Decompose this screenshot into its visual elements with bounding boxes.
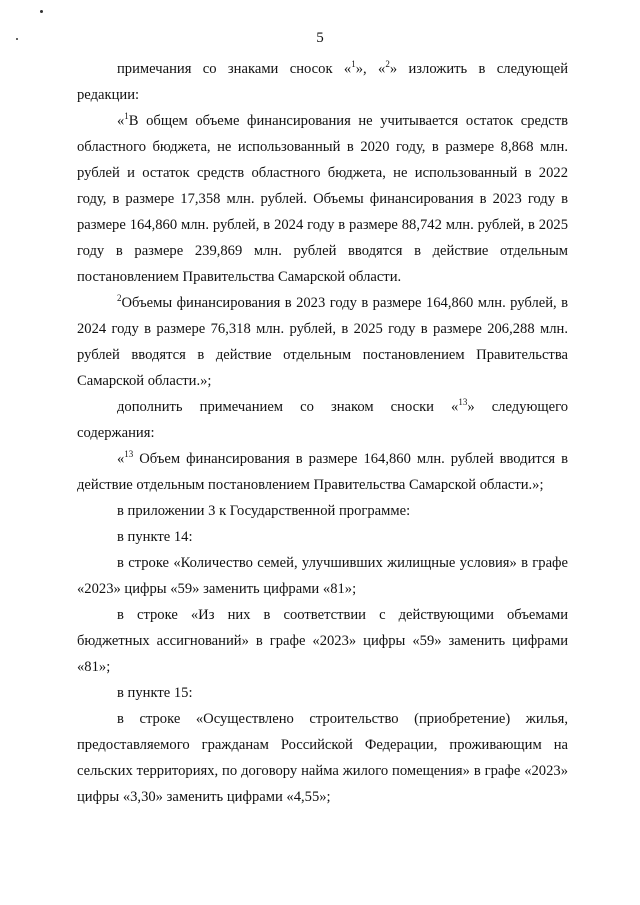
paragraph-footnote-intro: примечания со знаками сносок «$^1$», «$^2$» изложить в следующей редакции: — [77, 59, 569, 103]
paragraph-item-14: в пункте 14: — [117, 529, 193, 545]
paragraph-footnote-13: «$^{13}$ Объем финансирования в размере 164,860 млн. рублей вводится в действие отдельным постановлением Правительства Самарской области.»; — [77, 449, 568, 493]
scan-speck — [40, 10, 43, 13]
page-number: 5 — [316, 30, 324, 46]
paragraph-footnote-2: $^2$Объемы финансирования в 2023 году в размере 164,860 млн. рублей, в 2024 году в размере 76,318 млн. рублей, в 2025 году в размере 206,288 млн. рублей вводятся в действие отдельным постановлением Правительства Самарской области.»; — [77, 293, 568, 389]
paragraph-appendix-3: в приложении 3 к Государственной программе: — [117, 503, 411, 519]
paragraph-row-construction: в строке «Осуществлено строительство (приобретение) жилья, предоставляемого гражданам Российской Федерации, проживающим на сельских территориях, по договору найма жилого помещения» в графе «2023» цифры «3,30» заменить цифрами «4,55»; — [77, 711, 568, 805]
paragraph-item-15: в пункте 15: — [117, 685, 193, 701]
paragraph-add-note: дополнить примечанием со знаком сноски «$^{13}$» следующего содержания: — [77, 397, 569, 441]
paragraph-footnote-1: «$^1$В общем объеме финансирования не учитывается остаток средств областного бюджета, не использованный в 2020 году, в размере 8,868 млн. рублей и остаток средств областного бюджета, не использованный в 2022 году, в размере 17,358 млн. рублей. Объемы финансирования в 2023 году в размере 164,860 млн. рублей, в 2024 году в размере 88,742 млн. рублей, в 2025 году в размере 239,869 млн. рублей вводятся в действие отдельным постановлением Правительства Самарской области. — [77, 111, 568, 285]
paragraph-row-allocations: в строке «Из них в соответствии с действующими объемами бюджетных ассигнований» в графе «2023» цифры «59» заменить цифрами «81»; — [77, 607, 568, 675]
document-body — [77, 56, 568, 810]
paragraph-row-families: в строке «Количество семей, улучшивших жилищные условия» в графе «2023» цифры «59» заменить цифрами «81»; — [77, 555, 568, 597]
